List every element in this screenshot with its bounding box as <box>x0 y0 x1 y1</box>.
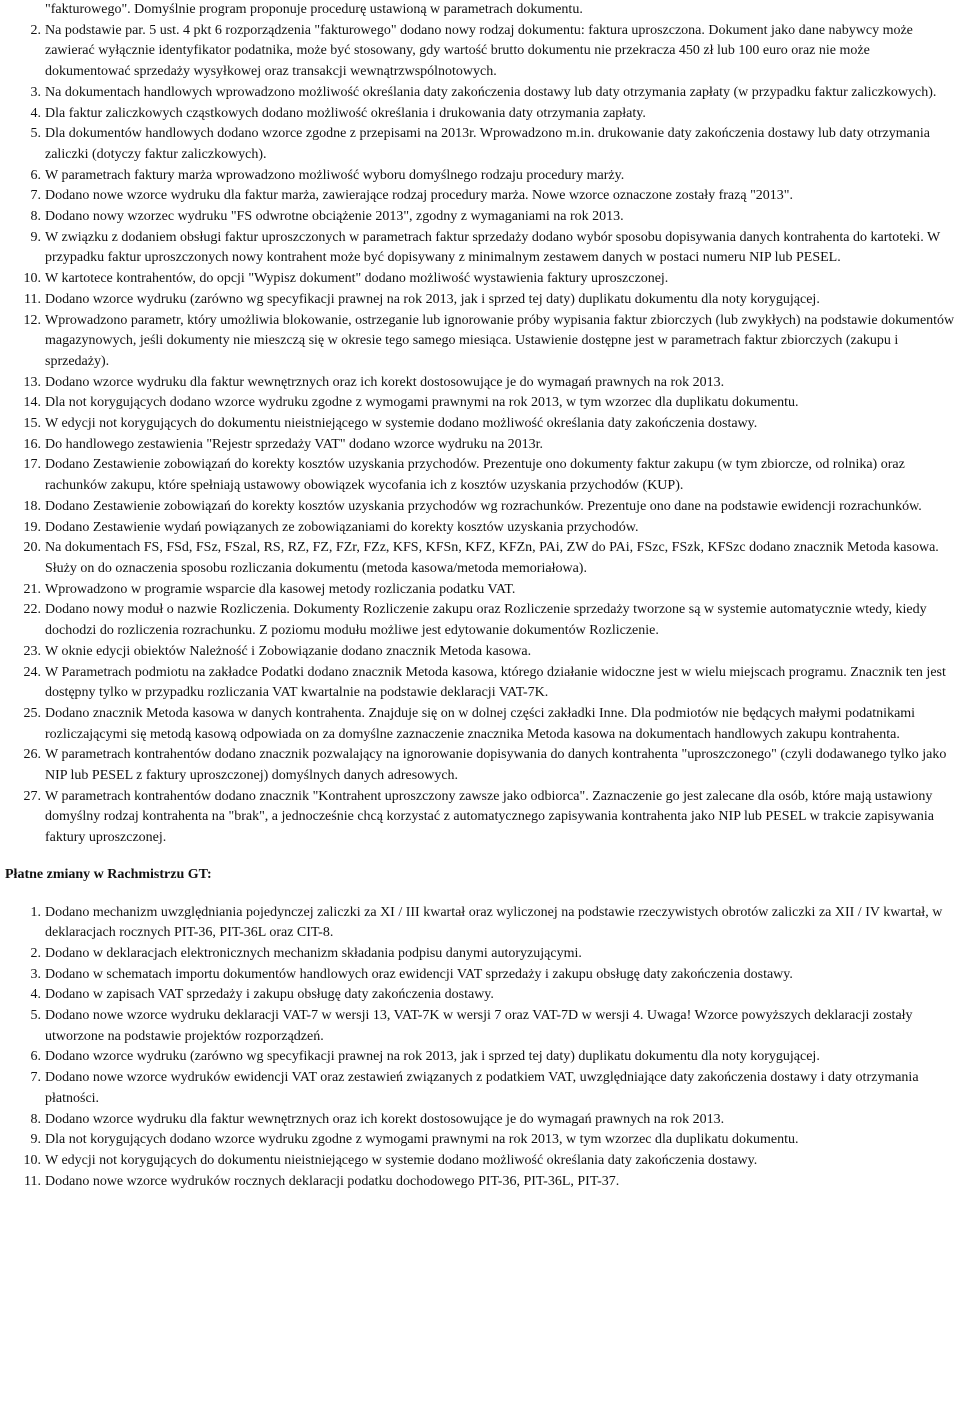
item-number: 24. <box>23 664 41 680</box>
item-number: 2. <box>30 945 41 961</box>
list-item <box>5 124 955 165</box>
list-item <box>5 455 955 496</box>
item-number: 20. <box>23 540 41 556</box>
item-text: Dla dokumentów handlowych dodano wzorce zgodne z przepisami na 2013r. Wprowadzono m.in. drukowanie daty zakończenia dostawy lub daty otrzymania zaliczki (dotyczy faktur zaliczkowych). <box>45 126 930 162</box>
changes-list <box>5 21 955 849</box>
item-text: W kartotece kontrahentów, do opcji "Wypisz dokument" dodano możliwość wystawienia faktury uproszczonej. <box>45 271 669 287</box>
item-text: Dla faktur zaliczkowych cząstkowych dodano możliwość określania i drukowania daty otrzymania zapłaty. <box>45 105 646 121</box>
list-item <box>5 580 955 601</box>
list-item <box>5 1172 955 1193</box>
list-item <box>5 787 955 849</box>
item-text: W parametrach kontrahentów dodano znacznik "Kontrahent uproszczony zawsze jako odbiorca". Zaznaczenie go jest zalecane dla osób, które mają ustawiony domyślny rodzaj kontrahenta na "brak", a jednocześnie chcą korzystać z automatycznego zapisywania kontrahenta jako NIP lub PESEL w trakcie zapisywania faktury uproszczonej. <box>45 788 934 846</box>
list-item <box>5 393 955 414</box>
list-item <box>5 228 955 269</box>
item-text: Dodano w deklaracjach elektronicznych mechanizm składania podpisu danymi autoryzującymi. <box>45 945 582 961</box>
item-number: 23. <box>23 643 41 659</box>
list-item <box>5 1130 955 1151</box>
item-text: Dodano w zapisach VAT sprzedaży i zakupu obsługę daty zakończenia dostawy. <box>45 987 494 1003</box>
item-number: 6. <box>30 167 41 183</box>
list-item <box>5 166 955 187</box>
item-text: Dodano wzorce wydruku (zarówno wg specyfikacji prawnej na rok 2013, jak i sprzed tej daty) duplikatu dokumentu dla noty korygującej. <box>45 291 820 307</box>
item-number: 9. <box>30 1132 41 1148</box>
item-text: Wprowadzono parametr, który umożliwia blokowanie, ostrzeganie lub ignorowanie próby wypisania faktur zbiorczych (lub zwykłych) na podstawie dokumentów magazynowych, jeśli dokumenty nie mieszczą się w okresie tego samego miesiąca. Ustawienie dostępne jest w parametrach faktur zbiorczych (zakupu i sprzedaży). <box>45 312 955 369</box>
item-text: W związku z dodaniem obsługi faktur uproszczonych w parametrach faktur sprzedaży dodano wybór sposobu dopisywania danych kontrahenta do kartoteki. W przypadku faktur uproszczonych nowy kontrahent może być dopisywany z minimalnym zestawem danych w postaci numeru NIP lub PESEL. <box>45 229 940 266</box>
item-text: Dodano mechanizm uwzględniania pojedynczej zaliczki za XI / III kwartał oraz wyliczonej na podstawie rzeczywistych obrotów zaliczki za XII / IV kwartał, w deklaracjach rocznych PIT-36, PIT-36L oraz CIT-8. <box>45 904 943 941</box>
list-item <box>5 903 955 944</box>
item-text: Dodano nowe wzorce wydruków ewidencji VAT oraz zestawień związanych z podatkiem VAT, uwzględniające daty zakończenia dostawy i daty otrzymania płatności. <box>45 1070 919 1106</box>
item-number: 9. <box>30 229 41 245</box>
item-number: 3. <box>30 84 41 100</box>
item-text: Dla not korygujących dodano wzorce wydruku zgodne z wymogami prawnymi na rok 2013, w tym wzorzec dla duplikatu dokumentu. <box>45 395 799 411</box>
item-number: 4. <box>30 105 41 121</box>
list-item <box>5 1151 955 1172</box>
item-text: Dodano nowe wzorce wydruku deklaracji VAT-7 w wersji 13, VAT-7K w wersji 7 oraz VAT-7D w wersji 4. Uwaga! Wzorce powyższych deklaracji zostały utworzone na podstawie projektów rozporządzeń. <box>45 1008 913 1044</box>
list-item <box>5 1068 955 1109</box>
list-item <box>5 965 955 986</box>
item-text: Na dokumentach handlowych wprowadzono możliwość określania daty zakończenia dostawy lub daty otrzymania zapłaty (w przypadku faktur zaliczkowych). <box>45 84 937 100</box>
list-item <box>5 373 955 394</box>
item-number: 8. <box>30 209 41 225</box>
item-number: 16. <box>23 436 41 452</box>
item-number: 21. <box>23 581 41 597</box>
item-number: 13. <box>23 374 41 390</box>
item-text: Dodano nowy wzorzec wydruku "FS odwrotne obciążenie 2013", zgodny z wymaganiami na rok 2013. <box>45 209 624 225</box>
list-item <box>5 83 955 104</box>
list-item <box>5 435 955 456</box>
item-number: 22. <box>23 602 41 618</box>
list-item <box>5 642 955 663</box>
item-number: 3. <box>30 966 41 982</box>
list-item <box>5 207 955 228</box>
item-text: Wprowadzono w programie wsparcie dla kasowej metody rozliczania podatku VAT. <box>45 581 516 597</box>
item-text: Dla not korygujących dodano wzorce wydruku zgodne z wymogami prawnymi na rok 2013, w tym wzorzec dla duplikatu dokumentu. <box>45 1132 799 1148</box>
list-item <box>5 538 955 579</box>
item-text: Dodano nowy moduł o nazwie Rozliczenia. Dokumenty Rozliczenie zakupu oraz Rozliczenie sprzedaży tworzone są w systemie automatycznie wtedy, kiedy dochodzi do rozliczenia rozrachunku. Z poziomu modułu możliwe jest edytowanie dokumentów Rozliczenie. <box>45 602 927 639</box>
item-number: 10. <box>23 1152 41 1168</box>
list-item <box>5 1047 955 1068</box>
item-text: Dodano nowe wzorce wydruków rocznych deklaracji podatku dochodowego PIT-36, PIT-36L, PIT-37. <box>45 1173 620 1189</box>
item-number: 18. <box>23 498 41 514</box>
item-text: Dodano Zestawienie zobowiązań do korekty kosztów uzyskania przychodów wg rozrachunków. Prezentuje ono dane na podstawie ewidencji rozrachunków. <box>45 498 922 514</box>
item-number: 14. <box>23 395 41 411</box>
item-text: W parametrach faktury marża wprowadzono możliwość wyboru domyślnego rodzaju procedury marży. <box>45 167 625 183</box>
continued-paragraph: "fakturowego". Domyślnie program proponuje procedurę ustawioną w parametrach dokumentu. <box>45 2 583 17</box>
list-item <box>5 21 955 83</box>
list-item <box>5 104 955 125</box>
list-item <box>5 414 955 435</box>
item-number: 4. <box>30 987 41 1003</box>
item-text: Dodano Zestawienie wydań powiązanych ze zobowiązaniami do korekty kosztów uzyskania przychodów. <box>45 519 639 535</box>
item-number: 6. <box>30 1049 41 1065</box>
item-number: 8. <box>30 1111 41 1127</box>
section-heading: Płatne zmiany w Rachmistrzu GT: <box>5 866 212 882</box>
list-item <box>5 704 955 745</box>
list-item <box>5 518 955 539</box>
item-text: W edycji not korygujących do dokumentu nieistniejącego w systemie dodano możliwość określania daty zakończenia dostawy. <box>45 1152 758 1168</box>
list-item <box>5 290 955 311</box>
item-text: W Parametrach podmiotu na zakładce Podatki dodano znacznik Metoda kasowa, którego działanie widoczne jest w wielu miejscach programu. Znacznik ten jest dostępny tylko w przypadku rozliczania VAT kwartalnie na podstawie deklaracji VAT-7K. <box>45 664 946 701</box>
item-number: 12. <box>23 312 41 328</box>
item-number: 7. <box>30 1070 41 1086</box>
list-item <box>5 497 955 518</box>
list-item <box>5 944 955 965</box>
item-text: Dodano Zestawienie zobowiązań do korekty kosztów uzyskania przychodów. Prezentuje ono dokumenty faktur zakupu (w tym zbiorcze, od rolnika) oraz rachunków zakupu, które spełniają ustawowy obowiązek wycofania ich z kosztów uzyskania przychodów (KUP). <box>45 457 905 494</box>
list-item <box>5 745 955 786</box>
item-text: Dodano znacznik Metoda kasowa w danych kontrahenta. Znajduje się on w dolnej części zakładki Inne. Dla podmiotów nie będących małymi podatnikami rozliczającymi się metodą kasową odpowiada on za domyślne zaznaczenie znacznika Metoda kasowa na dokumentach handlowych zakupu kontrahenta. <box>45 705 916 742</box>
item-number: 1. <box>30 904 41 920</box>
item-number: 7. <box>30 188 41 204</box>
list-item <box>5 1006 955 1047</box>
item-text: Dodano wzorce wydruku dla faktur wewnętrznych oraz ich korekt dostosowujące je do wymagań prawnych na rok 2013. <box>45 374 725 390</box>
item-number: 11. <box>24 1173 41 1189</box>
item-text: Dodano wzorce wydruku (zarówno wg specyfikacji prawnej na rok 2013, jak i sprzed tej daty) duplikatu dokumentu dla noty korygującej. <box>45 1049 820 1065</box>
item-text: W edycji not korygujących do dokumentu nieistniejącego w systemie dodano możliwość określania daty zakończenia dostawy. <box>45 416 758 432</box>
item-number: 25. <box>23 705 41 721</box>
item-number: 17. <box>23 457 41 473</box>
paid-changes-section <box>5 865 955 1193</box>
item-number: 15. <box>23 416 41 432</box>
list-item <box>5 600 955 641</box>
item-number: 19. <box>23 519 41 535</box>
list-item <box>5 985 955 1006</box>
item-number: 5. <box>30 1008 41 1024</box>
item-text: Dodano nowe wzorce wydruku dla faktur marża, zawierające rodzaj procedury marża. Nowe wzorce oznaczone zostały frazą "2013". <box>45 188 794 204</box>
item-text: W oknie edycji obiektów Należność i Zobowiązanie dodano znacznik Metoda kasowa. <box>45 643 532 659</box>
list-item <box>5 663 955 704</box>
item-number: 27. <box>23 788 41 804</box>
item-number: 5. <box>30 126 41 142</box>
item-number: 2. <box>30 22 41 38</box>
item-number: 11. <box>24 291 41 307</box>
paid-changes-list <box>5 903 955 1193</box>
list-item <box>5 1110 955 1131</box>
list-item <box>5 269 955 290</box>
item-text: W parametrach kontrahentów dodano znacznik pozwalający na ignorowanie dopisywania do danych kontrahenta "uproszczonego" (czyli dodawanego tylko jako NIP lub PESEL z faktury uproszczonej) domyślnych danych adresowych. <box>45 747 947 784</box>
list-item <box>5 311 955 373</box>
item-number: 10. <box>23 271 41 287</box>
list-item <box>5 186 955 207</box>
item-text: Dodano w schematach importu dokumentów handlowych oraz ewidencji VAT sprzedaży i zakupu obsługę daty zakończenia dostawy. <box>45 966 793 982</box>
item-text: Na podstawie par. 5 ust. 4 pkt 6 rozporządzenia "fakturowego" dodano nowy rodzaj dokumentu: faktura uproszczona. Dokument jako dane nabywcy może zawierać wyłącznie identyfikator podatnika, może być stosowany, gdy wartość brutto dokumentu nie przekracza 450 zł lub 100 euro oraz nie może dokumentować sprzedaży wysyłkowej oraz transakcji wewnątrzwspólnotowych. <box>45 22 913 80</box>
item-text: Na dokumentach FS, FSd, FSz, FSzal, RS, RZ, FZ, FZr, FZz, KFS, KFSn, KFZ, KFZn, PAi, ZW do PAi, FSzc, FSzk, KFSzc dodano znacznik Metoda kasowa. Służy on do oznaczenia sposobu rozliczania dokumentu (metoda kasowa/metoda memoriałowa). <box>45 540 939 576</box>
item-text: Dodano wzorce wydruku dla faktur wewnętrznych oraz ich korekt dostosowujące je do wymagań prawnych na rok 2013. <box>45 1111 725 1127</box>
item-number: 26. <box>23 747 41 763</box>
item-text: Do handlowego zestawienia "Rejestr sprzedaży VAT" dodano wzorce wydruku na 2013r. <box>45 436 544 452</box>
